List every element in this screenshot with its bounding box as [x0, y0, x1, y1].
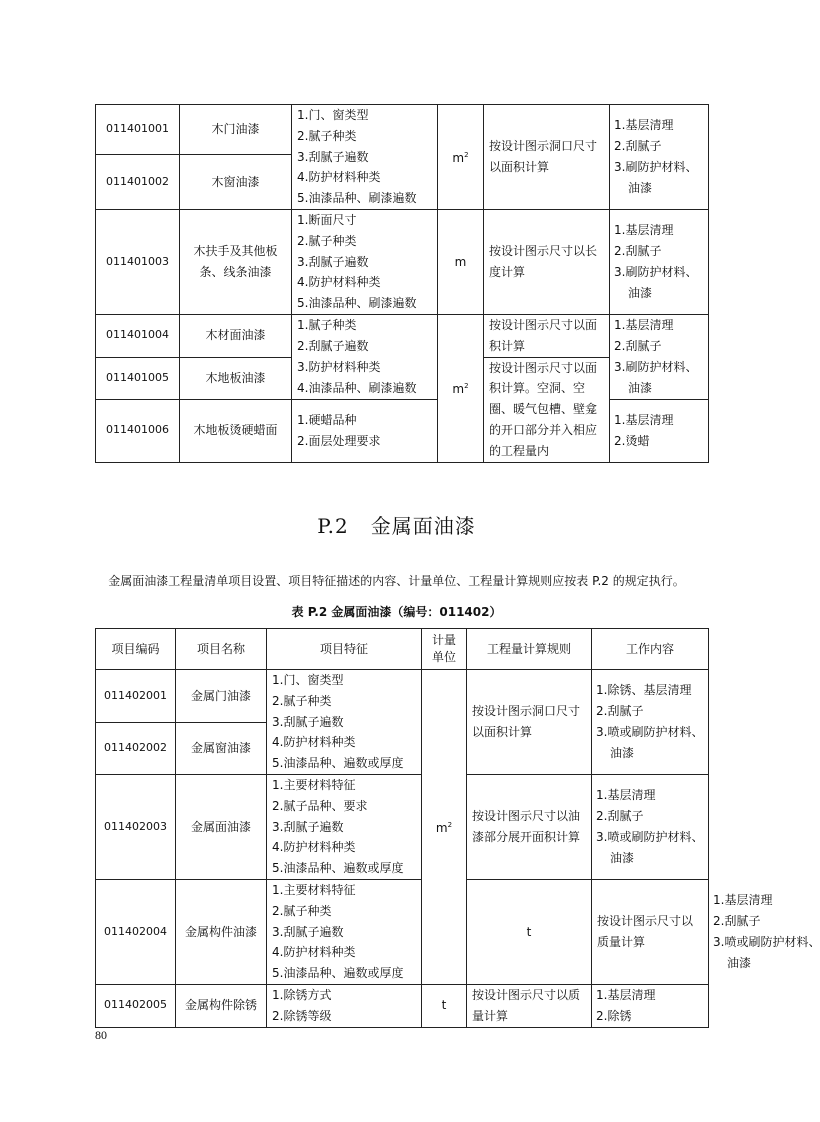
header-features: 项目特征 [267, 629, 422, 670]
item-code: 011402004 [96, 880, 176, 985]
feature-line: 2.除锈等级 [272, 1008, 332, 1023]
work-line: 2.除锈 [596, 1008, 632, 1023]
item-name: 木扶手及其他板条、线条油漆 [180, 210, 292, 315]
item-name: 木材面油漆 [180, 315, 292, 358]
work-line: 油漆 [628, 380, 653, 395]
item-features [267, 775, 422, 880]
feature-line: 5.油漆品种、遍数或厚度 [272, 756, 404, 771]
feature-line: 3.刮腻子遍数 [272, 714, 344, 729]
feature-line: 1.主要材料特征 [272, 883, 356, 897]
item-rule: 按设计图示尺寸以质量计算 [467, 985, 592, 1028]
work-line: 2.刮腻子 [596, 704, 644, 719]
table-row [96, 985, 709, 1028]
table-row [96, 105, 709, 155]
item-code: 011401002 [96, 155, 180, 210]
table-caption: 表 P.2 金属面油漆（编号：011402） [291, 605, 502, 619]
table-row [96, 315, 709, 358]
work-line: 3.喷或刷防护材料、 [596, 725, 704, 739]
item-work [610, 210, 709, 315]
feature-line: 3.刮腻子遍数 [272, 819, 344, 834]
header-name: 项目名称 [176, 629, 267, 670]
item-name: 金属面油漆 [176, 775, 267, 880]
feature-line: 2.腻子种类 [272, 693, 332, 708]
item-code: 011401004 [96, 315, 180, 358]
item-work [610, 399, 709, 462]
item-code: 011402002 [96, 723, 176, 775]
work-line: 3.刷防护材料、 [614, 265, 698, 279]
item-rule: 按设计图示尺寸以质量计算 [592, 880, 709, 985]
item-features [292, 399, 438, 462]
item-features [292, 210, 438, 315]
item-features [292, 105, 438, 210]
item-code: 011401006 [96, 399, 180, 462]
item-unit [438, 315, 484, 463]
unit-superscript: 2 [447, 821, 453, 830]
item-unit: m [438, 210, 484, 315]
item-code: 011402003 [96, 775, 176, 880]
table-p1-continued [95, 104, 709, 463]
feature-line: 4.防护材料种类 [297, 170, 381, 185]
feature-line: 2.腻子品种、要求 [272, 798, 368, 813]
unit-superscript: 2 [464, 151, 469, 160]
item-name: 金属构件油漆 [176, 880, 267, 985]
feature-line: 5.油漆品种、刷漆遍数 [297, 191, 417, 206]
table-row [96, 399, 709, 462]
feature-line: 4.防护材料种类 [272, 840, 356, 855]
item-name: 木窗油漆 [180, 155, 292, 210]
item-name: 金属构件除锈 [176, 985, 267, 1028]
feature-line: 1.硬蜡品种 [297, 412, 357, 427]
section-number: P.2 [317, 514, 349, 538]
table-header-row [96, 629, 709, 670]
work-line: 油漆 [628, 285, 653, 300]
header-rule: 工程量计算规则 [467, 629, 592, 670]
item-code: 011401005 [96, 357, 180, 399]
work-line: 2.刮腻子 [614, 244, 662, 259]
work-line: 油漆 [610, 745, 635, 760]
work-line: 1.除锈、基层清理 [596, 683, 692, 698]
work-line: 2.刮腻子 [614, 139, 662, 154]
item-rule: 按设计图示尺寸以油漆部分展开面积计算 [467, 775, 592, 880]
item-code: 011402005 [96, 985, 176, 1028]
feature-line: 2.刮腻子遍数 [297, 339, 369, 353]
item-work [592, 670, 709, 775]
feature-line: 4.油漆品种、刷漆遍数 [297, 380, 417, 395]
feature-line: 4.防护材料种类 [272, 735, 356, 750]
work-line: 1.基层清理 [596, 988, 656, 1002]
feature-line: 1.主要材料特征 [272, 778, 356, 792]
table-row [96, 670, 709, 723]
item-features [267, 670, 422, 775]
item-code: 011401003 [96, 210, 180, 315]
unit-text: m [435, 821, 448, 836]
feature-line: 3.防护材料种类 [297, 359, 381, 374]
work-line: 3.刷防护材料、 [614, 160, 698, 174]
table-row: 011402004 金属构件油漆 1.主要材料特征 2.腻子种类 3.刮腻子遍数 4.防护材料种类 5.油漆品种、遍数或厚度 t 按设计图示尺寸以质量计算 1.基层清理 2.刮腻子 3.喷或刷防护材料、 油漆 [96, 880, 709, 985]
section-title [0, 510, 793, 539]
feature-line: 4.防护材料种类 [297, 275, 381, 290]
item-features [267, 880, 422, 985]
feature-line: 3.刮腻子遍数 [297, 254, 369, 269]
item-work [610, 105, 709, 210]
feature-line: 2.腻子种类 [297, 233, 357, 248]
item-rule: 按设计图示尺寸以面积计算 [484, 315, 610, 358]
feature-line: 2.腻子种类 [272, 903, 332, 918]
item-name: 金属窗油漆 [176, 723, 267, 775]
feature-line: 2.腻子种类 [297, 128, 357, 143]
work-line: 1.基层清理 [614, 118, 674, 133]
item-features [267, 985, 422, 1028]
feature-line: 1.断面尺寸 [297, 213, 357, 227]
item-unit [422, 670, 467, 985]
item-code: 011402001 [96, 670, 176, 723]
work-line: 3.喷或刷防护材料、 [596, 830, 704, 844]
feature-line: 3.刮腻子遍数 [297, 149, 369, 164]
feature-line: 3.刮腻子遍数 [272, 924, 344, 939]
table-p2 [95, 628, 820, 1028]
item-name: 木门油漆 [180, 105, 292, 155]
feature-line: 5.油漆品种、刷漆遍数 [297, 296, 417, 311]
work-line: 1.基层清理 [614, 223, 674, 238]
unit-text: m [452, 151, 465, 166]
work-line: 油漆 [628, 180, 653, 195]
table-row [96, 775, 709, 880]
item-name: 木地板烫硬蜡面 [180, 399, 292, 462]
item-name: 木地板油漆 [180, 357, 292, 399]
work-line: 油漆 [727, 955, 752, 970]
item-unit: t [422, 985, 467, 1028]
feature-line: 1.门、窗类型 [272, 673, 344, 687]
item-name: 金属门油漆 [176, 670, 267, 723]
work-line: 2.烫蜡 [614, 433, 650, 448]
header-code: 项目编码 [96, 629, 176, 670]
page-number: 80 [95, 1028, 107, 1042]
feature-line: 1.除锈方式 [272, 988, 332, 1002]
work-line: 1.基层清理 [614, 412, 674, 427]
item-unit [438, 105, 484, 210]
unit-superscript: 2 [464, 382, 469, 391]
item-rule: 按设计图示洞口尺寸以面积计算 [484, 105, 610, 210]
feature-line: 4.防护材料种类 [272, 945, 356, 960]
feature-line: 5.油漆品种、遍数或厚度 [272, 966, 404, 981]
work-line: 1.基层清理 [596, 788, 656, 803]
table-row [96, 210, 709, 315]
work-line: 2.刮腻子 [596, 809, 644, 824]
work-line: 油漆 [610, 850, 635, 865]
item-unit: t [467, 880, 592, 985]
header-work: 工作内容 [592, 629, 709, 670]
work-line: 2.刮腻子 [614, 339, 662, 353]
item-work [610, 315, 709, 400]
item-code: 011401001 [96, 105, 180, 155]
item-rule: 按设计图示洞口尺寸以面积计算 [467, 670, 592, 775]
intro-paragraph: 金属面油漆工程量清单项目设置、项目特征描述的内容、计量单位、工程量计算规则应按表 P.2 的规定执行。 [108, 574, 685, 588]
item-features [292, 315, 438, 400]
feature-line: 1.门、窗类型 [297, 108, 369, 122]
section-name: 金属面油漆 [370, 514, 476, 538]
feature-line: 5.油漆品种、遍数或厚度 [272, 861, 404, 876]
item-rule: 按设计图示尺寸以长度计算 [484, 210, 610, 315]
item-work [592, 985, 709, 1028]
unit-text: m [452, 382, 465, 397]
feature-line: 1.腻子种类 [297, 318, 357, 333]
header-unit: 计量单位 [422, 629, 467, 670]
feature-line: 2.面层处理要求 [297, 433, 381, 448]
work-line: 1.基层清理 [614, 318, 674, 333]
item-rule: 按设计图示尺寸以面积计算。空洞、空圈、暖气包槽、壁龛的开口部分并入相应的工程量内 [484, 357, 610, 462]
item-work [592, 775, 709, 880]
work-line: 3.刷防护材料、 [614, 359, 698, 374]
